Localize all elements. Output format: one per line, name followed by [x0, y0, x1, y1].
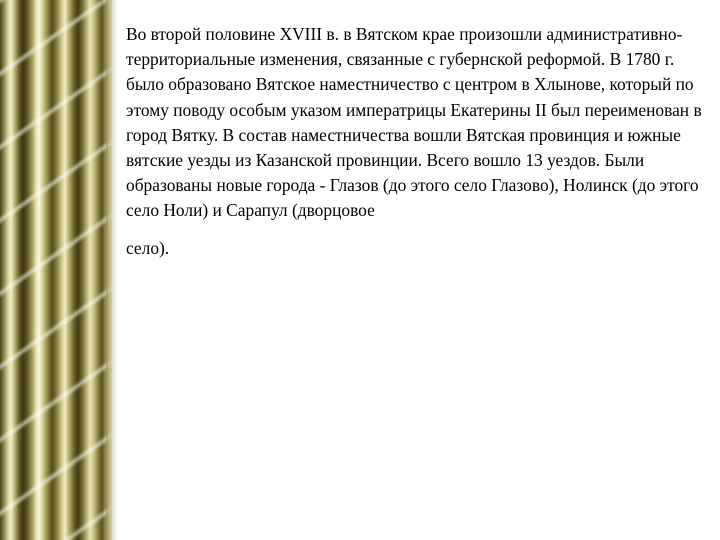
- slide-text-block: [126, 22, 706, 261]
- history-paragraph: Во второй половине XVIII в. в Вятском крае произошли административно-территориальные изменения, связанные с губернской реформой. В 1780 г. было образовано Вятское наместничество с центром в Хлынове, который по этому поводу особым указом императрицы Екатерины II был переименован в город Вятку. В состав наместничества вошли Вятская провинция и южные вятские уезды из Казанской провинции. Всего вошло 13 уездов. Были образованы новые города - Глазов (до этого село Глазово), Нолинск (до этого село Ноли) и Сарапул (дворцовое: [126, 24, 702, 221]
- border-shadow: [106, 0, 118, 540]
- decorative-gold-column-border: [0, 0, 112, 540]
- history-paragraph-ending: село).: [126, 237, 170, 258]
